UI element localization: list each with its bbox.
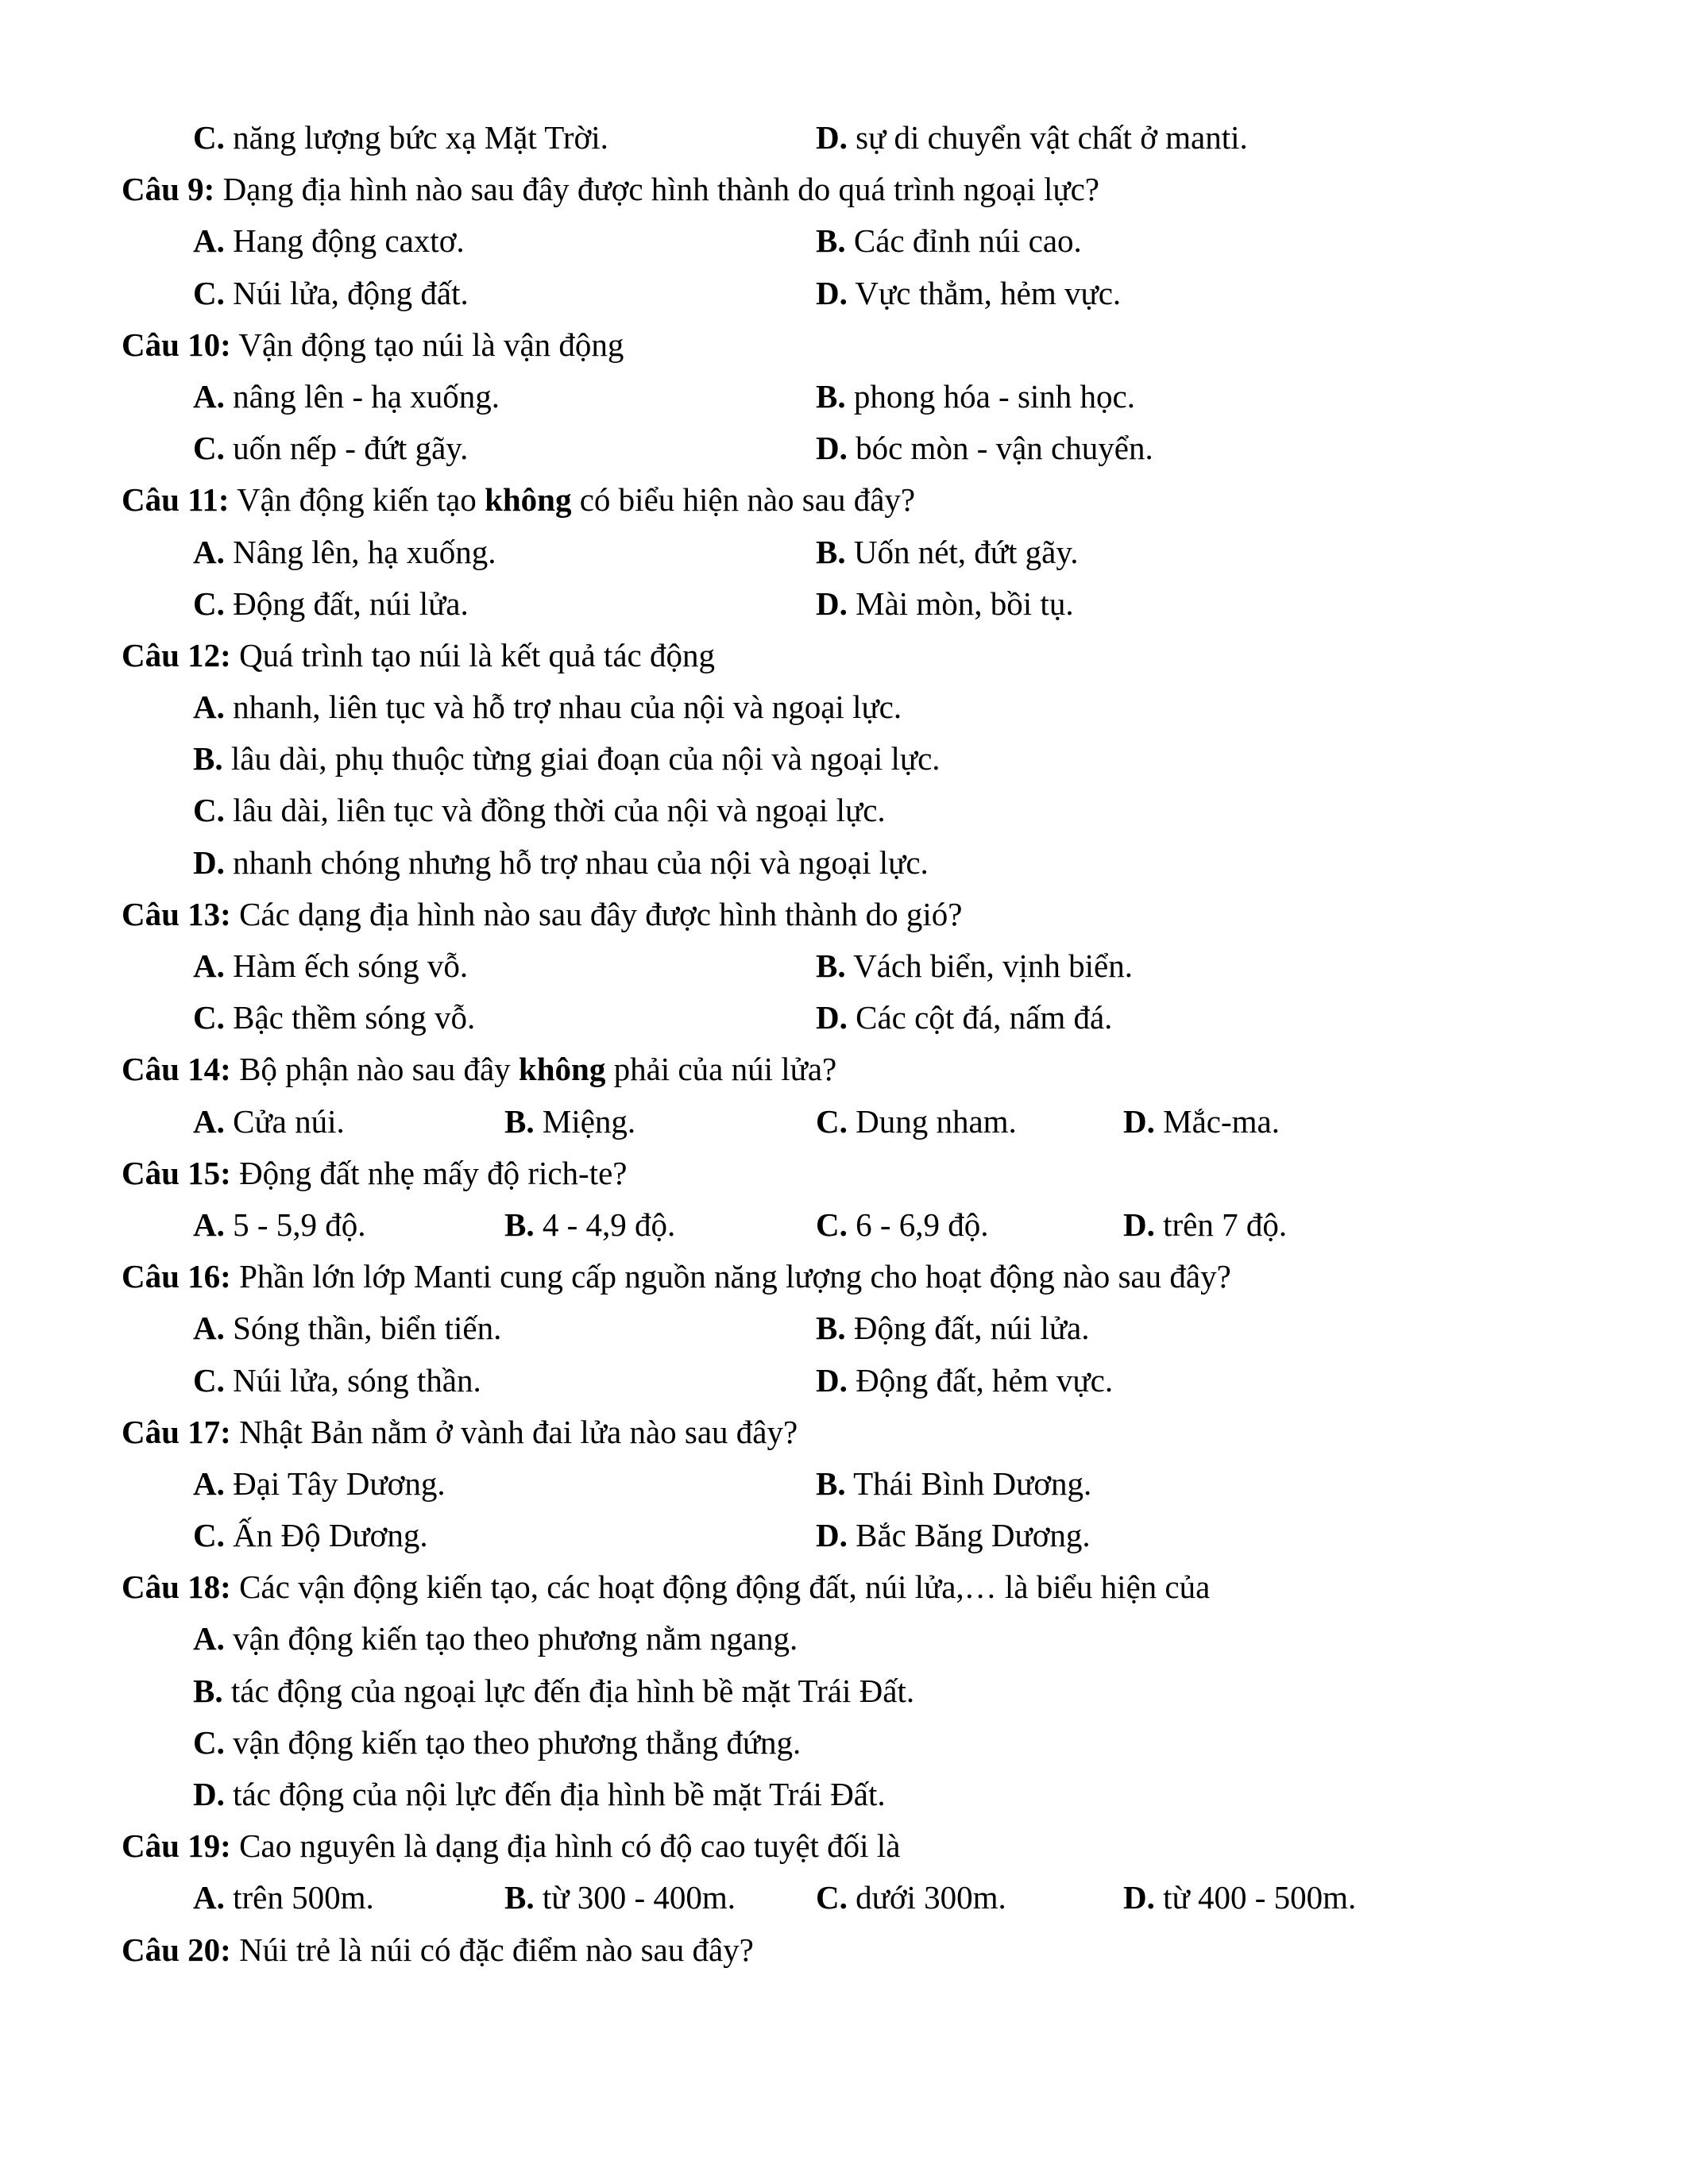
answer-option bbox=[193, 689, 902, 725]
answer-option bbox=[816, 992, 1112, 1044]
option-letter: B. bbox=[816, 1464, 846, 1502]
option-letter: D. bbox=[816, 274, 848, 311]
option-row bbox=[122, 1302, 1609, 1354]
answer-option bbox=[816, 940, 1133, 992]
question-block bbox=[122, 1044, 1609, 1147]
question-stem bbox=[122, 164, 1609, 215]
answer-option bbox=[504, 1872, 736, 1924]
question-number: Câu 13: bbox=[122, 895, 231, 932]
question-number: Câu 10: bbox=[122, 326, 231, 363]
option-letter: D. bbox=[1123, 1206, 1155, 1243]
option-text: từ 300 - 400m. bbox=[534, 1879, 736, 1916]
stem-text: có biểu hiện nào sau đây? bbox=[571, 481, 916, 519]
option-text: từ 400 - 500m. bbox=[1154, 1879, 1357, 1916]
option-text: 5 - 5,9 độ. bbox=[224, 1206, 366, 1243]
option-text: Các đỉnh núi cao. bbox=[845, 222, 1082, 260]
option-text: Mài mòn, bồi tụ. bbox=[847, 585, 1074, 622]
option-letter: C. bbox=[193, 1361, 225, 1399]
answer-option bbox=[193, 740, 941, 777]
stem-text: Cao nguyên là dạng địa hình có độ cao tuyệt đối là bbox=[230, 1827, 901, 1865]
option-letter: A. bbox=[193, 533, 225, 570]
option-letter: A. bbox=[193, 1879, 225, 1916]
option-letter: C. bbox=[193, 792, 225, 829]
option-letter: B. bbox=[816, 222, 846, 260]
question-block bbox=[122, 1406, 1609, 1562]
option-letter: B. bbox=[816, 1310, 846, 1347]
option-text: Ấn Độ Dương. bbox=[224, 1517, 428, 1554]
question-number: Câu 14: bbox=[122, 1051, 231, 1088]
option-row bbox=[122, 112, 1609, 164]
answer-option bbox=[816, 1458, 1091, 1510]
answer-option bbox=[816, 1510, 1091, 1561]
option-letter: B. bbox=[504, 1879, 535, 1916]
option-row bbox=[122, 992, 1609, 1044]
option-row bbox=[122, 1769, 1609, 1820]
option-letter: C. bbox=[816, 1206, 848, 1243]
option-letter: D. bbox=[1123, 1879, 1155, 1916]
option-text: tác động của ngoại lực đến địa hình bề mặt Trái Đất. bbox=[222, 1672, 915, 1709]
question-stem bbox=[122, 1148, 1609, 1199]
answer-option bbox=[193, 1510, 428, 1561]
option-text: Các cột đá, nấm đá. bbox=[847, 999, 1113, 1036]
option-text: phong hóa - sinh học. bbox=[845, 377, 1136, 415]
option-row bbox=[122, 733, 1609, 785]
option-text: Nâng lên, hạ xuống. bbox=[224, 533, 496, 570]
question-block bbox=[122, 1561, 1609, 1820]
option-letter: A. bbox=[193, 1620, 225, 1657]
option-letter: A. bbox=[193, 1206, 225, 1243]
option-text: nhanh, liên tục và hỗ trợ nhau của nội và ngoại lực. bbox=[224, 689, 902, 726]
option-letter: D. bbox=[816, 1517, 848, 1554]
option-row bbox=[122, 681, 1609, 733]
answer-option bbox=[193, 1872, 374, 1924]
option-letter: C. bbox=[193, 999, 225, 1036]
answer-option bbox=[193, 1673, 914, 1709]
question-number: Câu 12: bbox=[122, 636, 231, 673]
answer-option bbox=[193, 423, 468, 474]
stem-text: Bộ phận nào sau đây bbox=[230, 1051, 519, 1088]
answer-option bbox=[816, 423, 1153, 474]
option-text: 4 - 4,9 độ. bbox=[534, 1206, 676, 1243]
answer-option bbox=[816, 215, 1082, 267]
stem-text: Vận động kiến tạo bbox=[229, 481, 485, 519]
question-block bbox=[122, 164, 1609, 319]
answer-option bbox=[816, 268, 1121, 319]
option-row bbox=[122, 1717, 1609, 1769]
answer-option bbox=[193, 1776, 886, 1812]
option-text: Mắc-ma. bbox=[1154, 1102, 1280, 1140]
option-text: Bậc thềm sóng vỗ. bbox=[224, 999, 476, 1036]
option-text: lâu dài, phụ thuộc từng giai đoạn của nội và ngoại lực. bbox=[222, 740, 941, 778]
option-text: 6 - 6,9 độ. bbox=[847, 1206, 989, 1243]
option-letter: B. bbox=[816, 377, 846, 415]
option-text: Miệng. bbox=[534, 1102, 636, 1140]
option-text: vận động kiến tạo theo phương thẳng đứng. bbox=[224, 1723, 802, 1761]
answer-option bbox=[193, 940, 468, 992]
option-letter: A. bbox=[193, 947, 225, 984]
exam-page bbox=[122, 112, 1609, 1976]
option-letter: C. bbox=[816, 1879, 848, 1916]
answer-option bbox=[193, 1355, 481, 1406]
option-letter: A. bbox=[193, 222, 225, 260]
answer-option bbox=[504, 1199, 675, 1251]
option-letter: C. bbox=[193, 274, 225, 311]
question-block bbox=[122, 112, 1609, 164]
stem-text: phải của núi lửa? bbox=[605, 1051, 837, 1088]
option-text: năng lượng bức xạ Mặt Trời. bbox=[224, 119, 608, 156]
question-block bbox=[122, 319, 1609, 475]
option-text: Dung nham. bbox=[847, 1102, 1017, 1140]
option-text: lâu dài, liên tục và đồng thời của nội và ngoại lực. bbox=[224, 792, 886, 829]
option-row bbox=[122, 1665, 1609, 1717]
option-text: Động đất, núi lửa. bbox=[845, 1310, 1090, 1347]
option-row bbox=[122, 1458, 1609, 1510]
question-number: Câu 19: bbox=[122, 1827, 231, 1865]
option-letter: B. bbox=[504, 1206, 535, 1243]
answer-option bbox=[1123, 1199, 1287, 1251]
option-letter: D. bbox=[816, 1361, 848, 1399]
option-text: Đại Tây Dương. bbox=[224, 1464, 446, 1502]
answer-option bbox=[193, 1302, 501, 1354]
stem-text: Các vận động kiến tạo, các hoạt động động đất, núi lửa,… là biểu hiện của bbox=[230, 1569, 1211, 1606]
option-row bbox=[122, 1096, 1609, 1148]
option-text: Sóng thần, biển tiến. bbox=[224, 1310, 502, 1347]
answer-option bbox=[504, 1096, 635, 1148]
option-letter: C. bbox=[816, 1102, 848, 1140]
answer-option bbox=[193, 1199, 366, 1251]
option-letter: D. bbox=[193, 1776, 225, 1812]
option-row bbox=[122, 371, 1609, 423]
option-text: Hàm ếch sóng vỗ. bbox=[224, 947, 469, 984]
answer-option bbox=[193, 527, 496, 578]
option-text: Thái Bình Dương. bbox=[845, 1464, 1092, 1502]
question-block bbox=[122, 1924, 1609, 1976]
question-stem bbox=[122, 1251, 1609, 1302]
answer-option bbox=[193, 1724, 801, 1761]
question-block bbox=[122, 1148, 1609, 1251]
option-row bbox=[122, 1510, 1609, 1561]
option-text: sự di chuyển vật chất ở manti. bbox=[847, 119, 1248, 156]
stem-text: Các dạng địa hình nào sau đây được hình thành do gió? bbox=[230, 895, 963, 932]
option-text: uốn nếp - đứt gãy. bbox=[224, 430, 469, 467]
option-text: nhanh chóng nhưng hỗ trợ nhau của nội và ngoại lực. bbox=[224, 843, 929, 881]
answer-option bbox=[816, 371, 1135, 423]
option-row bbox=[122, 578, 1609, 630]
answer-option bbox=[193, 1096, 345, 1148]
emphasis-text: không bbox=[518, 1051, 606, 1088]
option-letter: C. bbox=[193, 585, 225, 622]
option-letter: C. bbox=[193, 1723, 225, 1761]
option-letter: B. bbox=[193, 1672, 223, 1709]
question-stem bbox=[122, 1044, 1609, 1095]
option-row bbox=[122, 215, 1609, 267]
option-text: Động đất, hẻm vực. bbox=[847, 1361, 1114, 1399]
answer-option bbox=[816, 1355, 1113, 1406]
stem-text: Núi trẻ là núi có đặc điểm nào sau đây? bbox=[230, 1931, 754, 1968]
answer-option bbox=[193, 1620, 798, 1657]
option-row bbox=[122, 1613, 1609, 1665]
option-row bbox=[122, 940, 1609, 992]
option-text: tác động của nội lực đến địa hình bề mặt Trái Đất. bbox=[224, 1776, 886, 1812]
option-row bbox=[122, 527, 1609, 578]
option-text: Núi lửa, sóng thần. bbox=[224, 1361, 481, 1399]
option-letter: B. bbox=[504, 1102, 535, 1140]
question-stem bbox=[122, 319, 1609, 371]
stem-text: Phần lớn lớp Manti cung cấp nguồn năng lượng cho hoạt động nào sau đây? bbox=[230, 1258, 1231, 1295]
question-stem bbox=[122, 1561, 1609, 1613]
option-letter: C. bbox=[193, 430, 225, 467]
answer-option bbox=[1123, 1096, 1280, 1148]
answer-option bbox=[816, 112, 1248, 164]
question-stem bbox=[122, 1820, 1609, 1872]
question-number: Câu 17: bbox=[122, 1413, 231, 1450]
option-letter: D. bbox=[816, 119, 848, 156]
question-stem bbox=[122, 1406, 1609, 1458]
question-number: Câu 11: bbox=[122, 481, 230, 519]
answer-option bbox=[816, 1302, 1090, 1354]
option-letter: B. bbox=[193, 740, 223, 778]
stem-text: Nhật Bản nằm ở vành đai lửa nào sau đây? bbox=[230, 1413, 798, 1450]
option-text: trên 7 độ. bbox=[1154, 1206, 1288, 1243]
option-letter: A. bbox=[193, 1102, 225, 1140]
answer-option bbox=[193, 992, 475, 1044]
answer-option bbox=[816, 1096, 1017, 1148]
option-letter: A. bbox=[193, 1310, 225, 1347]
answer-option bbox=[193, 268, 469, 319]
question-block bbox=[122, 1251, 1609, 1406]
emphasis-text: không bbox=[485, 481, 572, 519]
answer-option bbox=[193, 578, 469, 630]
option-letter: C. bbox=[193, 1517, 225, 1554]
option-row bbox=[122, 1872, 1609, 1924]
question-block bbox=[122, 630, 1609, 889]
stem-text: Quá trình tạo núi là kết quả tác động bbox=[230, 636, 715, 673]
option-letter: C. bbox=[193, 119, 225, 156]
question-stem bbox=[122, 630, 1609, 681]
option-text: bóc mòn - vận chuyển. bbox=[847, 430, 1153, 467]
answer-option bbox=[193, 844, 929, 881]
answer-option bbox=[1123, 1872, 1356, 1924]
option-letter: B. bbox=[816, 533, 846, 570]
option-letter: B. bbox=[816, 947, 846, 984]
answer-option bbox=[193, 1458, 446, 1510]
answer-option bbox=[816, 578, 1074, 630]
option-letter: D. bbox=[816, 585, 848, 622]
option-row bbox=[122, 423, 1609, 474]
option-text: trên 500m. bbox=[224, 1879, 374, 1916]
answer-option bbox=[816, 1872, 1006, 1924]
answer-option bbox=[193, 112, 608, 164]
option-text: dưới 300m. bbox=[847, 1879, 1006, 1916]
stem-text: Động đất nhẹ mấy độ rich-te? bbox=[230, 1154, 628, 1191]
option-row bbox=[122, 268, 1609, 319]
question-number: Câu 9: bbox=[122, 171, 215, 208]
option-letter: D. bbox=[816, 430, 848, 467]
option-row bbox=[122, 837, 1609, 889]
question-number: Câu 18: bbox=[122, 1569, 231, 1606]
option-text: vận động kiến tạo theo phương nằm ngang. bbox=[224, 1620, 798, 1657]
option-letter: A. bbox=[193, 1464, 225, 1502]
stem-text: Vận động tạo núi là vận động bbox=[230, 326, 624, 363]
option-letter: D. bbox=[193, 843, 225, 881]
question-stem bbox=[122, 889, 1609, 940]
option-row bbox=[122, 785, 1609, 836]
option-letter: A. bbox=[193, 377, 225, 415]
option-text: nâng lên - hạ xuống. bbox=[224, 377, 500, 415]
option-text: Động đất, núi lửa. bbox=[224, 585, 469, 622]
option-text: Cửa núi. bbox=[224, 1102, 345, 1140]
option-text: Vực thẳm, hẻm vực. bbox=[847, 274, 1122, 311]
question-stem bbox=[122, 1924, 1609, 1976]
option-letter: A. bbox=[193, 689, 225, 726]
question-number: Câu 20: bbox=[122, 1931, 231, 1968]
answer-option bbox=[816, 527, 1078, 578]
answer-option bbox=[193, 215, 465, 267]
option-letter: D. bbox=[816, 999, 848, 1036]
question-stem bbox=[122, 474, 1609, 526]
option-text: Uốn nét, đứt gãy. bbox=[845, 533, 1079, 570]
question-number: Câu 15: bbox=[122, 1154, 231, 1191]
question-block bbox=[122, 1820, 1609, 1924]
answer-option bbox=[816, 1199, 989, 1251]
option-text: Hang động caxtơ. bbox=[224, 222, 465, 260]
option-row bbox=[122, 1199, 1609, 1251]
question-number: Câu 16: bbox=[122, 1258, 231, 1295]
option-text: Vách biển, vịnh biển. bbox=[845, 947, 1133, 984]
option-row bbox=[122, 1355, 1609, 1406]
stem-text: Dạng địa hình nào sau đây được hình thành do quá trình ngoại lực? bbox=[214, 171, 1099, 208]
question-block bbox=[122, 474, 1609, 630]
option-text: Bắc Băng Dương. bbox=[847, 1517, 1091, 1554]
answer-option bbox=[193, 371, 500, 423]
option-text: Núi lửa, động đất. bbox=[224, 274, 469, 311]
question-block bbox=[122, 889, 1609, 1044]
answer-option bbox=[193, 792, 886, 828]
option-letter: D. bbox=[1123, 1102, 1155, 1140]
